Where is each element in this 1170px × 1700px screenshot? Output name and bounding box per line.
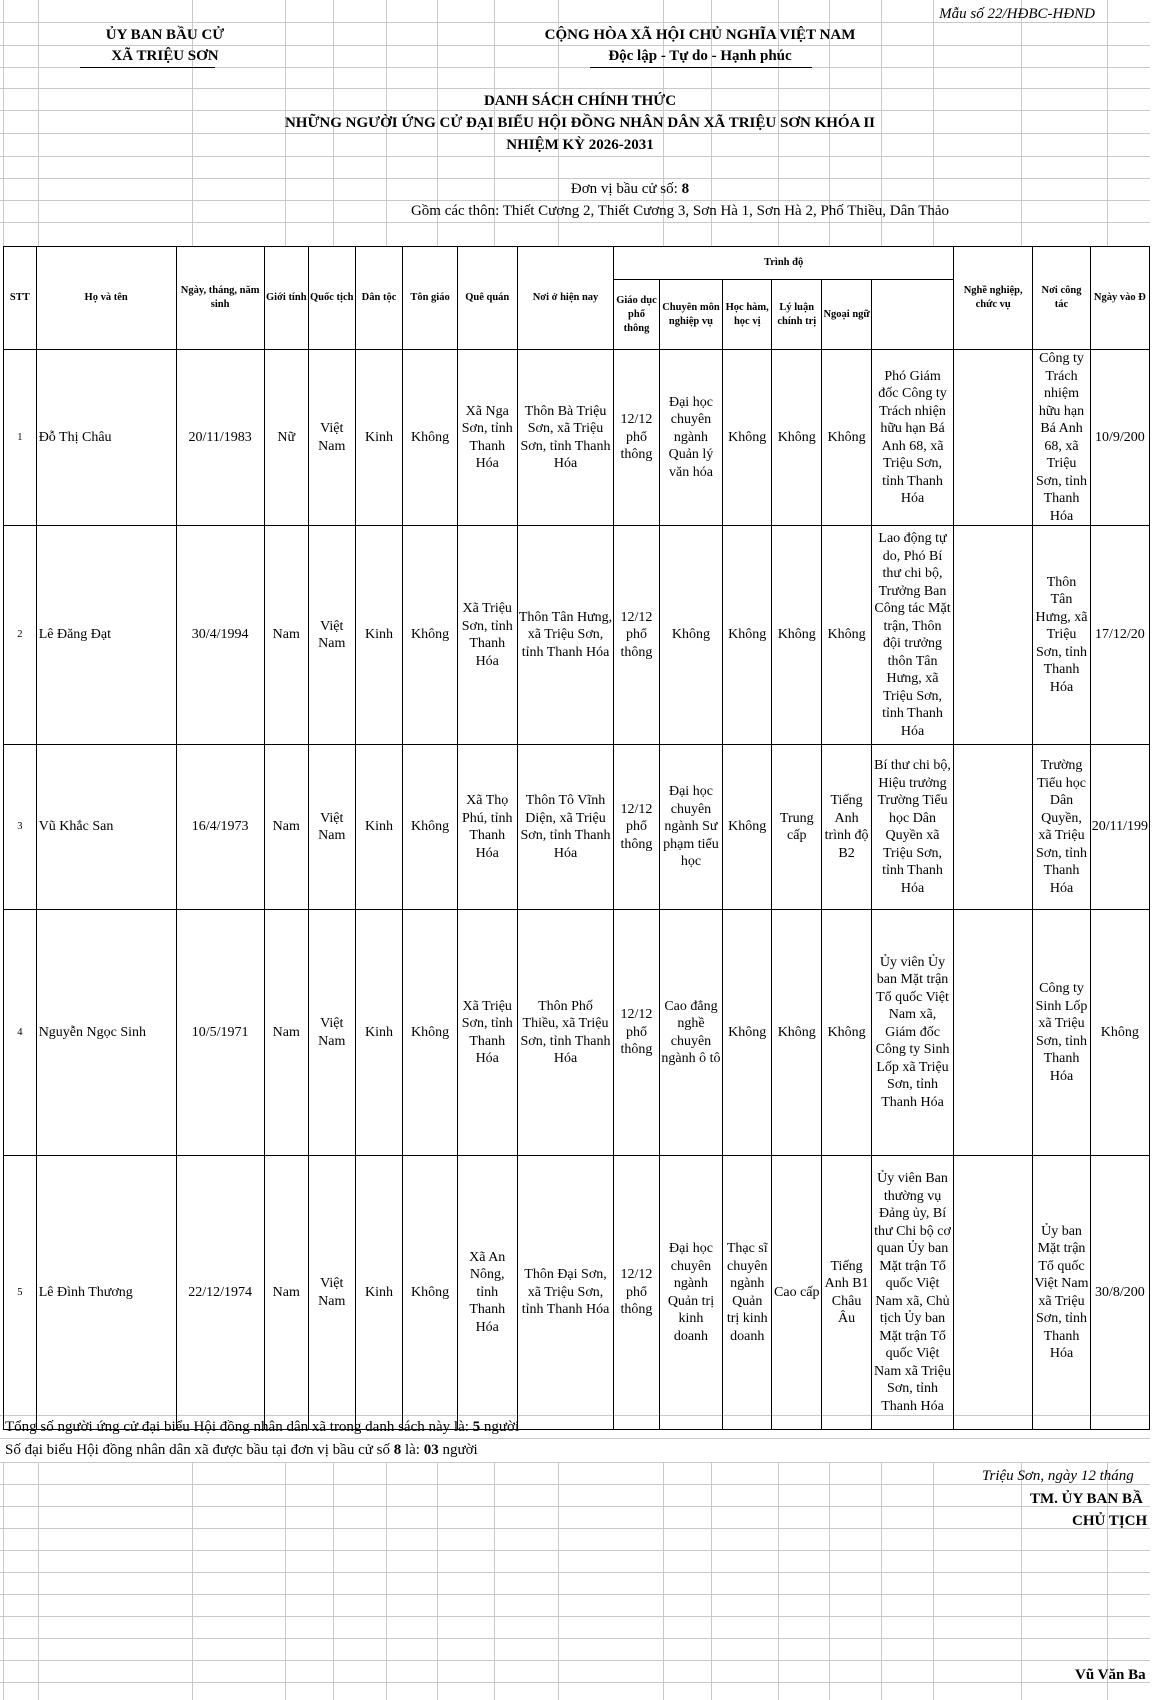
motto-underline: [590, 67, 812, 68]
doc-term: NHIỆM KỲ 2026-2031: [506, 137, 654, 153]
summary-elected: [5, 1441, 478, 1459]
summary-elected-unit: 8: [393, 1442, 402, 1458]
cell-nationality: Việt Nam: [308, 1156, 355, 1430]
cell-political: Không: [772, 526, 822, 745]
col-header-specialty: Chuyên môn nghiệp vụ: [659, 280, 722, 350]
col-header-stt: STT: [4, 247, 37, 350]
cell-stt: 5: [4, 1156, 37, 1430]
cell-ethnicity: Kinh: [355, 1156, 403, 1430]
left-header-underline: [80, 67, 215, 68]
summary-total-suffix: người: [480, 1419, 520, 1435]
cell-name: Nguyễn Ngọc Sinh: [36, 910, 176, 1156]
col-header-residence: Nơi ở hiện nay: [517, 247, 613, 350]
col-header-party-date: Ngày vào Đ: [1090, 247, 1149, 350]
col-header-hometown: Quê quán: [457, 247, 517, 350]
cell-name: Vũ Khắc San: [36, 745, 176, 910]
cell-dob: 16/4/1973: [176, 745, 264, 910]
cell-nationality: Việt Nam: [308, 745, 355, 910]
sign-org: TM. ỦY BAN BẦ: [1030, 1491, 1143, 1507]
col-header-general-edu: Giáo dục phổ thông: [614, 280, 660, 350]
col-header-occupation: Nghề nghiệp, chức vụ: [954, 247, 1033, 350]
cell-specialty: Đại học chuyên ngành Quản trị kinh doanh: [659, 1156, 722, 1430]
cell-ethnicity: Kinh: [355, 910, 403, 1156]
cell-general-edu: 12/12 phổ thông: [614, 745, 660, 910]
col-header-spacer: [872, 280, 954, 350]
electoral-unit-number: 8: [681, 181, 690, 197]
cell-religion: Không: [403, 745, 457, 910]
committee-name: ỦY BAN BẦU CỬ: [105, 27, 225, 43]
cell-residence: Thôn Tô Vĩnh Diện, xã Triệu Sơn, tỉnh Thanh Hóa: [517, 745, 613, 910]
cell-language: Tiếng Anh B1 Châu Âu: [822, 1156, 872, 1430]
cell-party-date: Không: [1090, 910, 1149, 1156]
cell-occupation: Lao động tự do, Phó Bí thư chi bộ, Trưởng Ban Công tác Mặt trận, Thôn đội trưởng thôn Tân Hưng, xã Triệu Sơn, tỉnh Thanh Hóa: [872, 526, 954, 745]
cell-general-edu: 12/12 phổ thông: [614, 1156, 660, 1430]
cell-specialty: Đại học chuyên ngành Sư phạm tiểu học: [659, 745, 722, 910]
cell-language: Tiếng Anh trình độ B2: [822, 745, 872, 910]
cell-ethnicity: Kinh: [355, 350, 403, 526]
cell-spacer: [954, 526, 1033, 745]
cell-party-date: 30/8/200: [1090, 1156, 1149, 1430]
cell-stt: 1: [4, 350, 37, 526]
col-header-gender: Giới tính: [264, 247, 308, 350]
cell-gender: Nam: [264, 745, 308, 910]
summary-total-number: 5: [472, 1419, 481, 1435]
cell-residence: Thôn Đại Sơn, xã Triệu Sơn, tỉnh Thanh Hóa: [517, 1156, 613, 1430]
col-header-education-group: Trình độ: [614, 247, 954, 280]
cell-degree: Không: [723, 526, 772, 745]
cell-stt: 2: [4, 526, 37, 745]
candidates-table-body: [4, 350, 1150, 1430]
signer-name: Vũ Văn Ba: [1075, 1667, 1146, 1683]
cell-occupation: Bí thư chi bộ, Hiệu trưởng Trường Tiểu học Dân Quyền xã Triệu Sơn, tỉnh Thanh Hóa: [872, 745, 954, 910]
cell-residence: Thôn Bà Triệu Sơn, xã Triệu Sơn, tỉnh Thanh Hóa: [517, 350, 613, 526]
cell-language: Không: [822, 526, 872, 745]
cell-spacer: [954, 745, 1033, 910]
country-name: CỘNG HÒA XÃ HỘI CHỦ NGHĨA VIỆT NAM: [544, 27, 856, 43]
cell-religion: Không: [403, 1156, 457, 1430]
cell-gender: Nam: [264, 910, 308, 1156]
cell-workplace: Trường Tiểu học Dân Quyền, xã Triệu Sơn, tỉnh Thanh Hóa: [1033, 745, 1090, 910]
cell-gender: Nam: [264, 1156, 308, 1430]
electoral-unit-villages: Gồm các thôn: Thiết Cương 2, Thiết Cương 3, Sơn Hà 1, Sơn Hà 2, Phố Thiều, Dân Thảo: [410, 203, 950, 219]
cell-nationality: Việt Nam: [308, 910, 355, 1156]
cell-specialty: Cao đẳng nghề chuyên ngành ô tô: [659, 910, 722, 1156]
cell-residence: Thôn Phố Thiều, xã Triệu Sơn, tỉnh Thanh Hóa: [517, 910, 613, 1156]
summary-elected-prefix: Số đại biểu Hội đồng nhân dân xã được bầu tại đơn vị bầu cử số: [5, 1442, 394, 1458]
cell-nationality: Việt Nam: [308, 526, 355, 745]
cell-hometown: Xã Triệu Sơn, tỉnh Thanh Hóa: [457, 526, 517, 745]
cell-degree: Không: [723, 910, 772, 1156]
cell-degree: Không: [723, 350, 772, 526]
col-header-religion: Tôn giáo: [403, 247, 457, 350]
cell-degree: Không: [723, 745, 772, 910]
cell-stt: 4: [4, 910, 37, 1156]
cell-stt: 3: [4, 745, 37, 910]
cell-political: Cao cấp: [772, 1156, 822, 1430]
cell-spacer: [954, 910, 1033, 1156]
sign-date: Triệu Sơn, ngày 12 tháng: [982, 1468, 1134, 1484]
cell-dob: 30/4/1994: [176, 526, 264, 745]
summary-elected-number: 03: [423, 1442, 439, 1458]
table-row: [4, 526, 1150, 745]
table-row: [4, 910, 1150, 1156]
col-header-degree: Học hàm, học vị: [723, 280, 772, 350]
cell-specialty: Đại học chuyên ngành Quản lý văn hóa: [659, 350, 722, 526]
cell-dob: 22/12/1974: [176, 1156, 264, 1430]
summary-elected-mid: là:: [401, 1442, 424, 1458]
cell-religion: Không: [403, 526, 457, 745]
sign-title: CHỦ TỊCH: [1072, 1513, 1148, 1529]
cell-hometown: Xã Thọ Phú, tỉnh Thanh Hóa: [457, 745, 517, 910]
doc-title: DANH SÁCH CHÍNH THỨC: [483, 93, 677, 109]
cell-hometown: Xã Nga Sơn, tỉnh Thanh Hóa: [457, 350, 517, 526]
cell-general-edu: 12/12 phổ thông: [614, 910, 660, 1156]
col-header-workplace: Nơi công tác: [1033, 247, 1090, 350]
col-header-name: Họ và tên: [36, 247, 176, 350]
cell-dob: 10/5/1971: [176, 910, 264, 1156]
cell-religion: Không: [403, 350, 457, 526]
cell-ethnicity: Kinh: [355, 526, 403, 745]
cell-spacer: [954, 1156, 1033, 1430]
cell-party-date: 10/9/200: [1090, 350, 1149, 526]
cell-party-date: 17/12/20: [1090, 526, 1149, 745]
cell-ethnicity: Kinh: [355, 745, 403, 910]
electoral-unit-label: Đơn vị bầu cử số:: [570, 181, 682, 197]
col-header-ethnicity: Dân tộc: [355, 247, 403, 350]
cell-political: Trung cấp: [772, 745, 822, 910]
cell-degree: Thạc sĩ chuyên ngành Quản trị kinh doanh: [723, 1156, 772, 1430]
table-row: [4, 350, 1150, 526]
col-header-nationality: Quốc tịch: [308, 247, 355, 350]
cell-specialty: Không: [659, 526, 722, 745]
cell-religion: Không: [403, 910, 457, 1156]
cell-occupation: Ủy viên Ủy ban Mặt trận Tổ quốc Việt Nam xã, Giám đốc Công ty Sinh Lốp xã Triệu Sơn, tỉnh Thanh Hóa: [872, 910, 954, 1156]
cell-spacer: [954, 350, 1033, 526]
table-row: [4, 745, 1150, 910]
cell-party-date: 20/11/199: [1090, 745, 1149, 910]
cell-gender: Nam: [264, 526, 308, 745]
cell-workplace: Ủy ban Mặt trận Tổ quốc Việt Nam xã Triệu Sơn, tỉnh Thanh Hóa: [1033, 1156, 1090, 1430]
col-header-language: Ngoại ngữ: [822, 280, 872, 350]
cell-workplace: Công ty Trách nhiệm hữu hạn Bá Anh 68, xã Triệu Sơn, tỉnh Thanh Hóa: [1033, 350, 1090, 526]
cell-occupation: Phó Giám đốc Công ty Trách nhiện hữu hạn Bá Anh 68, xã Triệu Sơn, tỉnh Thanh Hóa: [872, 350, 954, 526]
cell-workplace: Công ty Sinh Lốp xã Triệu Sơn, tỉnh Thanh Hóa: [1033, 910, 1090, 1156]
cell-language: Không: [822, 350, 872, 526]
cell-occupation: Ủy viên Ban thường vụ Đảng ủy, Bí thư Chi bộ cơ quan Ủy ban Mặt trận Tổ quốc Việt Nam xã, Chủ tịch Ủy ban Mặt trận Tổ quốc Việt Nam xã Triệu Sơn, tỉnh Thanh Hóa: [872, 1156, 954, 1430]
commune-name: XÃ TRIỆU SƠN: [111, 48, 219, 64]
candidates-table: [3, 246, 1150, 1430]
cell-dob: 20/11/1983: [176, 350, 264, 526]
cell-name: Lê Đăng Đạt: [36, 526, 176, 745]
summary-total-prefix: Tổng số người ứng cử đại biểu Hội đồng nhân dân xã trong danh sách này là:: [5, 1419, 473, 1435]
cell-nationality: Việt Nam: [308, 350, 355, 526]
cell-general-edu: 12/12 phổ thông: [614, 350, 660, 526]
table-row: [4, 1156, 1150, 1430]
cell-hometown: Xã An Nông, tỉnh Thanh Hóa: [457, 1156, 517, 1430]
cell-language: Không: [822, 910, 872, 1156]
summary-elected-suffix: người: [438, 1442, 478, 1458]
cell-name: Lê Đình Thương: [36, 1156, 176, 1430]
doc-subtitle: NHỮNG NGƯỜI ỨNG CỬ ĐẠI BIỂU HỘI ĐỒNG NHÂN DÂN XÃ TRIỆU SƠN KHÓA II: [284, 115, 876, 131]
motto: Độc lập - Tự do - Hạnh phúc: [608, 48, 792, 64]
col-header-dob: Ngày, tháng, năm sinh: [176, 247, 264, 350]
summary-total: [5, 1418, 519, 1436]
cell-residence: Thôn Tân Hưng, xã Triệu Sơn, tỉnh Thanh Hóa: [517, 526, 613, 745]
cell-name: Đỗ Thị Châu: [36, 350, 176, 526]
electoral-unit: [480, 180, 780, 198]
cell-workplace: Thôn Tân Hưng, xã Triệu Sơn, tỉnh Thanh Hóa: [1033, 526, 1090, 745]
cell-gender: Nữ: [264, 350, 308, 526]
cell-political: Không: [772, 910, 822, 1156]
cell-general-edu: 12/12 phổ thông: [614, 526, 660, 745]
form-code: Mẫu số 22/HĐBC-HĐND: [939, 6, 1095, 22]
col-header-political: Lý luận chính trị: [772, 280, 822, 350]
cell-political: Không: [772, 350, 822, 526]
cell-hometown: Xã Triệu Sơn, tỉnh Thanh Hóa: [457, 910, 517, 1156]
